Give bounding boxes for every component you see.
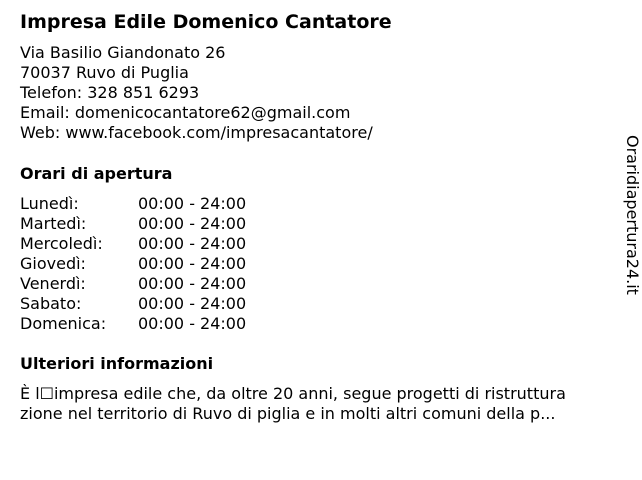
hours-row-thursday	[20, 254, 320, 274]
contact-details	[20, 43, 373, 143]
day-hours: 00:00 - 24:00	[138, 194, 247, 213]
day-label: Domenica:	[20, 314, 107, 333]
day-hours: 00:00 - 24:00	[138, 314, 247, 333]
site-watermark: Oraridiapertura24.it	[623, 135, 642, 295]
day-hours: 00:00 - 24:00	[138, 274, 247, 293]
day-hours: 00:00 - 24:00	[138, 234, 247, 253]
more-info-heading: Ulteriori informazioni	[20, 354, 214, 373]
email-address: Email: domenicocantatore62@gmail.com	[20, 103, 351, 122]
day-label: Venerdì:	[20, 274, 86, 293]
day-label: Lunedì:	[20, 194, 79, 213]
address-city: 70037 Ruvo di Puglia	[20, 63, 189, 82]
description-line: zione nel territorio di Ruvo di piglia e in molti altri comuni della p...	[20, 404, 556, 423]
day-label: Mercoledì:	[20, 234, 103, 253]
address-street: Via Basilio Giandonato 26	[20, 43, 226, 62]
day-hours: 00:00 - 24:00	[138, 254, 247, 273]
day-label: Martedì:	[20, 214, 87, 233]
website: Web: www.facebook.com/impresacantatore/	[20, 123, 373, 142]
hours-row-friday	[20, 274, 320, 294]
opening-hours-table	[20, 194, 320, 334]
description-line: È l☐impresa edile che, da oltre 20 anni, segue progetti di ristruttura	[20, 384, 566, 403]
business-name: Impresa Edile Domenico Cantatore	[20, 11, 392, 33]
hours-row-monday	[20, 194, 320, 214]
hours-row-wednesday	[20, 234, 320, 254]
hours-row-tuesday	[20, 214, 320, 234]
day-label: Sabato:	[20, 294, 82, 313]
day-label: Giovedì:	[20, 254, 86, 273]
day-hours: 00:00 - 24:00	[138, 294, 247, 313]
phone-number: Telefon: 328 851 6293	[20, 83, 200, 102]
opening-hours-heading: Orari di apertura	[20, 164, 173, 183]
business-description	[20, 384, 620, 424]
day-hours: 00:00 - 24:00	[138, 214, 247, 233]
hours-row-saturday	[20, 294, 320, 314]
hours-row-sunday	[20, 314, 320, 334]
